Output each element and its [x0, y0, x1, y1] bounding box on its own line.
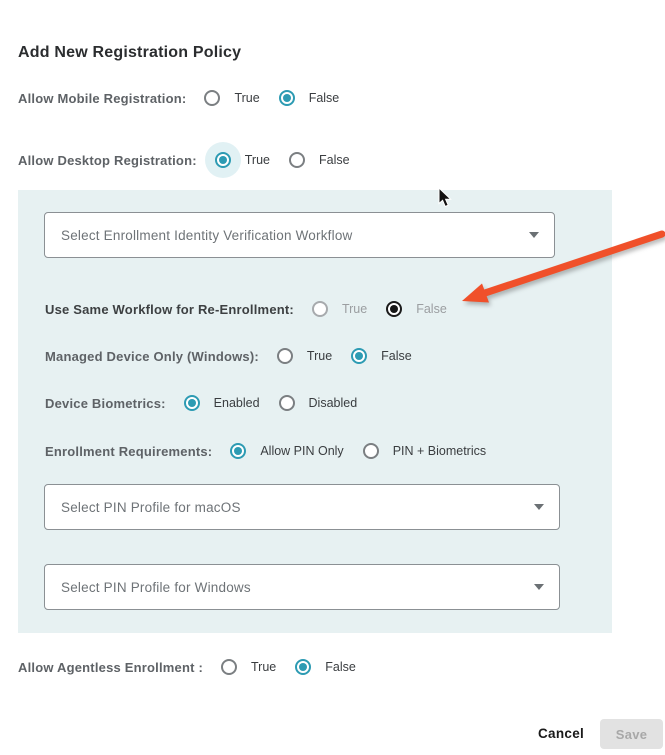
radio-option-label: False [325, 660, 356, 674]
pin-macos-placeholder: Select PIN Profile for macOS [61, 499, 241, 515]
field-label-managed: Managed Device Only (Windows): [45, 348, 259, 364]
field-allow-agentless-enrollment [18, 657, 356, 677]
radio-option-label: True [244, 153, 270, 167]
mouse-cursor-icon [437, 187, 453, 209]
radio-option-label: Enabled [213, 396, 260, 410]
radio-selected-icon[interactable] [279, 90, 295, 106]
radio-option-label: Disabled [308, 396, 358, 410]
radio-option-managed-true[interactable] [277, 348, 332, 364]
radio-selected-icon[interactable] [215, 152, 231, 168]
radio-selected-icon[interactable] [295, 659, 311, 675]
pin-profile-macos-dropdown[interactable] [44, 484, 560, 530]
radio-selected-icon[interactable] [184, 395, 200, 411]
page-title: Add New Registration Policy [18, 44, 242, 61]
radio-option-label: True [341, 302, 368, 316]
radio-unselected-icon[interactable] [312, 301, 328, 317]
radio-option-mobile-true[interactable] [204, 90, 259, 106]
radio-option-reenroll-true[interactable] [312, 301, 367, 317]
radio-option-label: PIN + Biometrics [392, 444, 487, 458]
radio-selected-icon[interactable] [351, 348, 367, 364]
pin-windows-placeholder: Select PIN Profile for Windows [61, 579, 251, 595]
field-allow-mobile-registration [18, 88, 339, 108]
radio-option-desktop-true[interactable] [215, 152, 270, 168]
radio-option-label: True [250, 660, 277, 674]
radio-option-mobile-false[interactable] [279, 90, 340, 106]
radio-option-allow-pin-only[interactable] [230, 443, 343, 459]
radio-option-label: False [319, 153, 350, 167]
workflow-dropdown-placeholder: Select Enrollment Identity Verification Workflow [61, 227, 353, 243]
radio-selected-icon[interactable] [386, 301, 402, 317]
field-label-agentless: Allow Agentless Enrollment : [18, 659, 203, 675]
radio-option-desktop-false[interactable] [289, 152, 350, 168]
radio-unselected-icon[interactable] [289, 152, 305, 168]
save-button[interactable]: Save [600, 719, 663, 749]
radio-option-agentless-false[interactable] [295, 659, 356, 675]
field-label-reenroll: Use Same Workflow for Re-Enrollment: [45, 301, 294, 317]
radio-option-biometrics-disabled[interactable] [279, 395, 358, 411]
radio-option-label: False [416, 302, 447, 316]
radio-option-label: True [234, 91, 260, 105]
chevron-down-icon [534, 504, 544, 510]
radio-unselected-icon[interactable] [363, 443, 379, 459]
radio-option-managed-false[interactable] [351, 348, 412, 364]
radio-unselected-icon[interactable] [277, 348, 293, 364]
radio-option-biometrics-enabled[interactable] [184, 395, 260, 411]
field-reenrollment-workflow [45, 299, 447, 319]
field-allow-desktop-registration [18, 150, 350, 170]
field-label-mobile: Allow Mobile Registration: [18, 90, 187, 106]
cancel-button[interactable]: Cancel [528, 722, 594, 745]
radio-unselected-icon[interactable] [204, 90, 220, 106]
radio-option-pin-plus-biometrics[interactable] [363, 443, 486, 459]
radio-option-label: True [306, 349, 333, 363]
field-device-biometrics [45, 393, 357, 413]
field-label-biometrics: Device Biometrics: [45, 395, 166, 411]
radio-unselected-icon[interactable] [221, 659, 237, 675]
field-label-desktop: Allow Desktop Registration: [18, 152, 197, 168]
field-managed-device-only [45, 346, 412, 366]
annotation-arrow-icon [438, 222, 665, 312]
pin-profile-windows-dropdown[interactable] [44, 564, 560, 610]
radio-unselected-icon[interactable] [279, 395, 295, 411]
field-label-enrollment-req: Enrollment Requirements: [45, 443, 213, 459]
radio-option-agentless-true[interactable] [221, 659, 276, 675]
chevron-down-icon [534, 584, 544, 590]
radio-option-label: False [308, 91, 340, 105]
radio-selected-icon[interactable] [230, 443, 246, 459]
radio-option-label: Allow PIN Only [260, 444, 344, 458]
field-enrollment-requirements [45, 441, 486, 461]
radio-option-label: False [381, 349, 412, 363]
